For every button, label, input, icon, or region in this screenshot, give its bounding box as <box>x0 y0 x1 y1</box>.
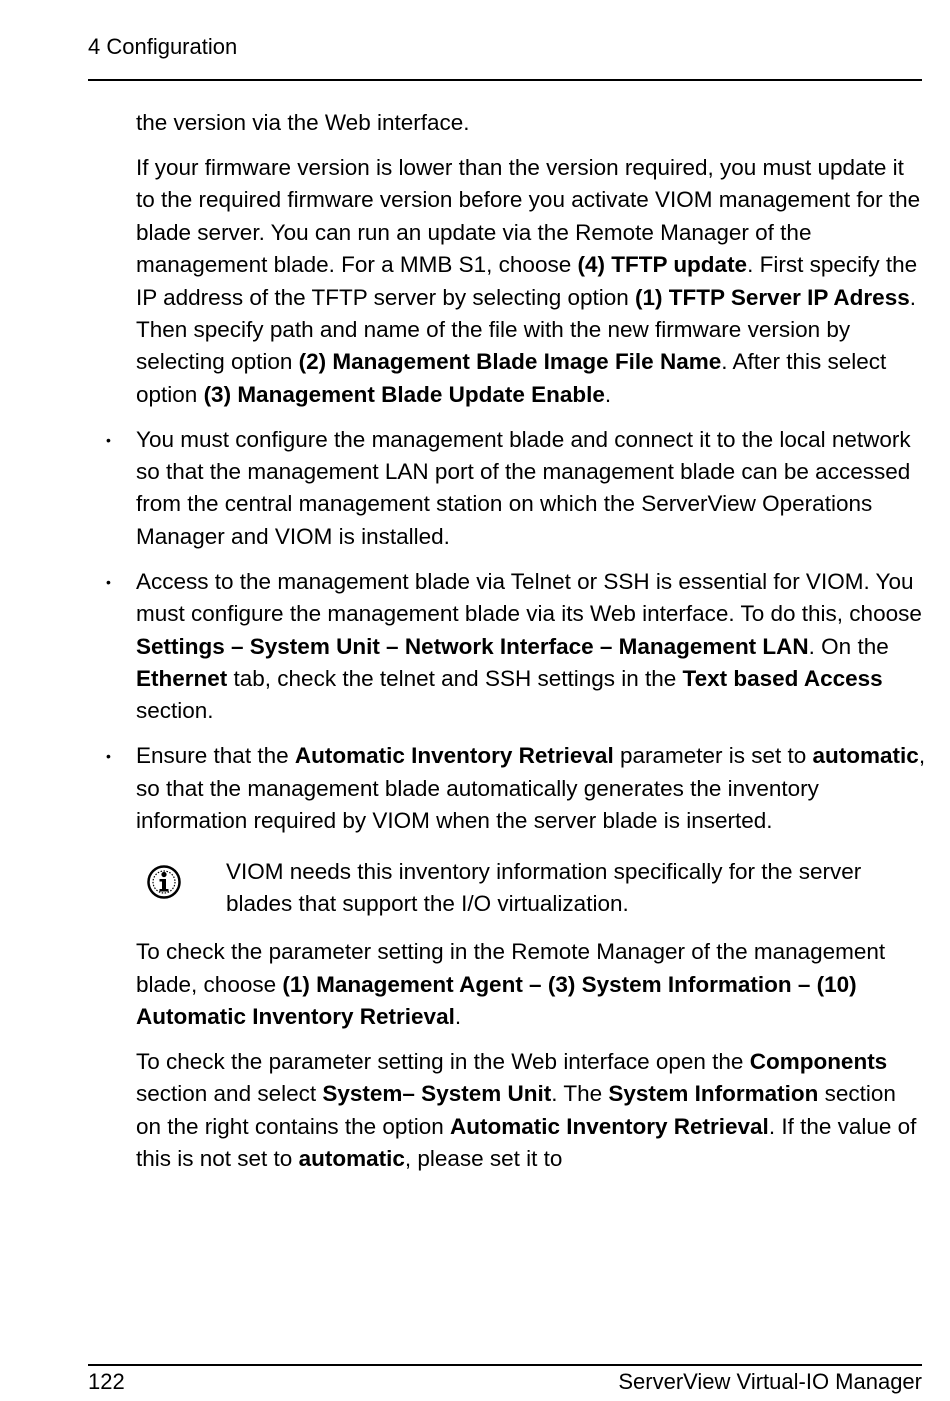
paragraph-firmware-update <box>136 152 926 411</box>
chapter-header: 4 Configuration <box>88 34 238 59</box>
bullet-item-inventory <box>106 740 926 837</box>
text-run: . On the <box>808 633 889 659</box>
text-run: tab, check the telnet and SSH settings in the <box>227 666 683 691</box>
document-title: ServerView Virtual-IO Manager <box>618 1369 922 1394</box>
text-run: . The <box>551 1081 609 1107</box>
text-run: . If the value of this is not set to <box>136 1113 917 1172</box>
text-run: Ensure that the <box>136 743 295 769</box>
bullet-icon: • <box>106 573 111 590</box>
text-run: . First specify the IP address of the TFTP server by selecting option <box>136 252 918 310</box>
bullet-item-network <box>106 424 926 554</box>
section-name: System Information <box>608 1081 819 1107</box>
text-run: . After this select option <box>136 349 887 407</box>
parameter-name: Automatic Inventory Retrieval <box>449 1113 769 1139</box>
info-note <box>136 856 926 921</box>
text-run: Access to the management blade via Telnet or SSH is essential for VIOM. You must configure the management blade via its Web interface. To do this, choose <box>136 568 922 627</box>
tab-name: Ethernet <box>136 666 228 691</box>
menu-option: (4) TFTP update <box>577 252 748 278</box>
text-run: . <box>454 1004 462 1030</box>
parameter-value: automatic <box>298 1146 405 1172</box>
menu-path: System– System Unit <box>322 1081 552 1107</box>
section-name: Components <box>749 1049 888 1075</box>
parameter-name: Automatic Inventory Retrieval <box>294 743 614 769</box>
text-run: . <box>604 381 612 407</box>
paragraph-continuation: the version via the Web interface. <box>136 110 470 135</box>
text-run: . Then specify path and name of the file with the new firmware version by selecting option <box>136 284 916 375</box>
menu-option: (1) TFTP Server IP Adress <box>635 284 910 310</box>
info-icon <box>146 864 182 900</box>
text-run: To check the parameter setting in the Web interface open the <box>136 1049 750 1075</box>
page-body <box>106 107 926 1188</box>
text-run: If your firmware version is lower than the version required, you must update it to the required firmware version before you activate VIOM management for the blade server. You can run an update via the Remote Manager of the management blade. For a MMB S1, choose <box>136 154 921 278</box>
text-run: , please set it to <box>404 1146 563 1172</box>
menu-option: (2) Management Blade Image File Name <box>298 349 722 375</box>
text-run: , so that the management blade automatically generates the inventory information required by VIOM when the server blade is inserted. <box>136 743 926 834</box>
paragraph-remote-manager <box>136 936 926 1033</box>
text-run: To check the parameter setting in the Remote Manager of the management blade, choose <box>136 939 886 997</box>
menu-option: (3) Management Blade Update Enable <box>203 381 605 407</box>
bullet-item-telnet-ssh <box>106 566 926 728</box>
page-number: 122 <box>88 1369 125 1394</box>
bullet-icon: • <box>106 748 111 765</box>
section-name: Text based Access <box>682 666 883 691</box>
text-run: section on the right contains the option <box>136 1081 896 1139</box>
note-text: VIOM needs this inventory information specifically for the server blades that support the I/O virtualization. <box>226 858 862 916</box>
text-run: section and select <box>136 1081 323 1107</box>
parameter-value: automatic <box>812 743 919 769</box>
text-run: You must configure the management blade and connect it to the local network so that the management LAN port of the management blade can be accessed from the central management station on which the ServerView Operations Manager and VIOM is installed. <box>136 426 911 549</box>
menu-path: (1) Management Agent – (3) System Information – (10) Automatic Inventory Retrieval <box>136 971 857 1030</box>
text-run: parameter is set to <box>613 743 813 769</box>
header-rule <box>88 79 922 81</box>
paragraph-web-interface <box>136 1046 926 1176</box>
menu-path: Settings – System Unit – Network Interface – Management LAN <box>136 633 809 659</box>
text-run: section. <box>136 698 214 724</box>
footer-rule <box>88 1364 922 1366</box>
bullet-icon: • <box>106 431 111 448</box>
